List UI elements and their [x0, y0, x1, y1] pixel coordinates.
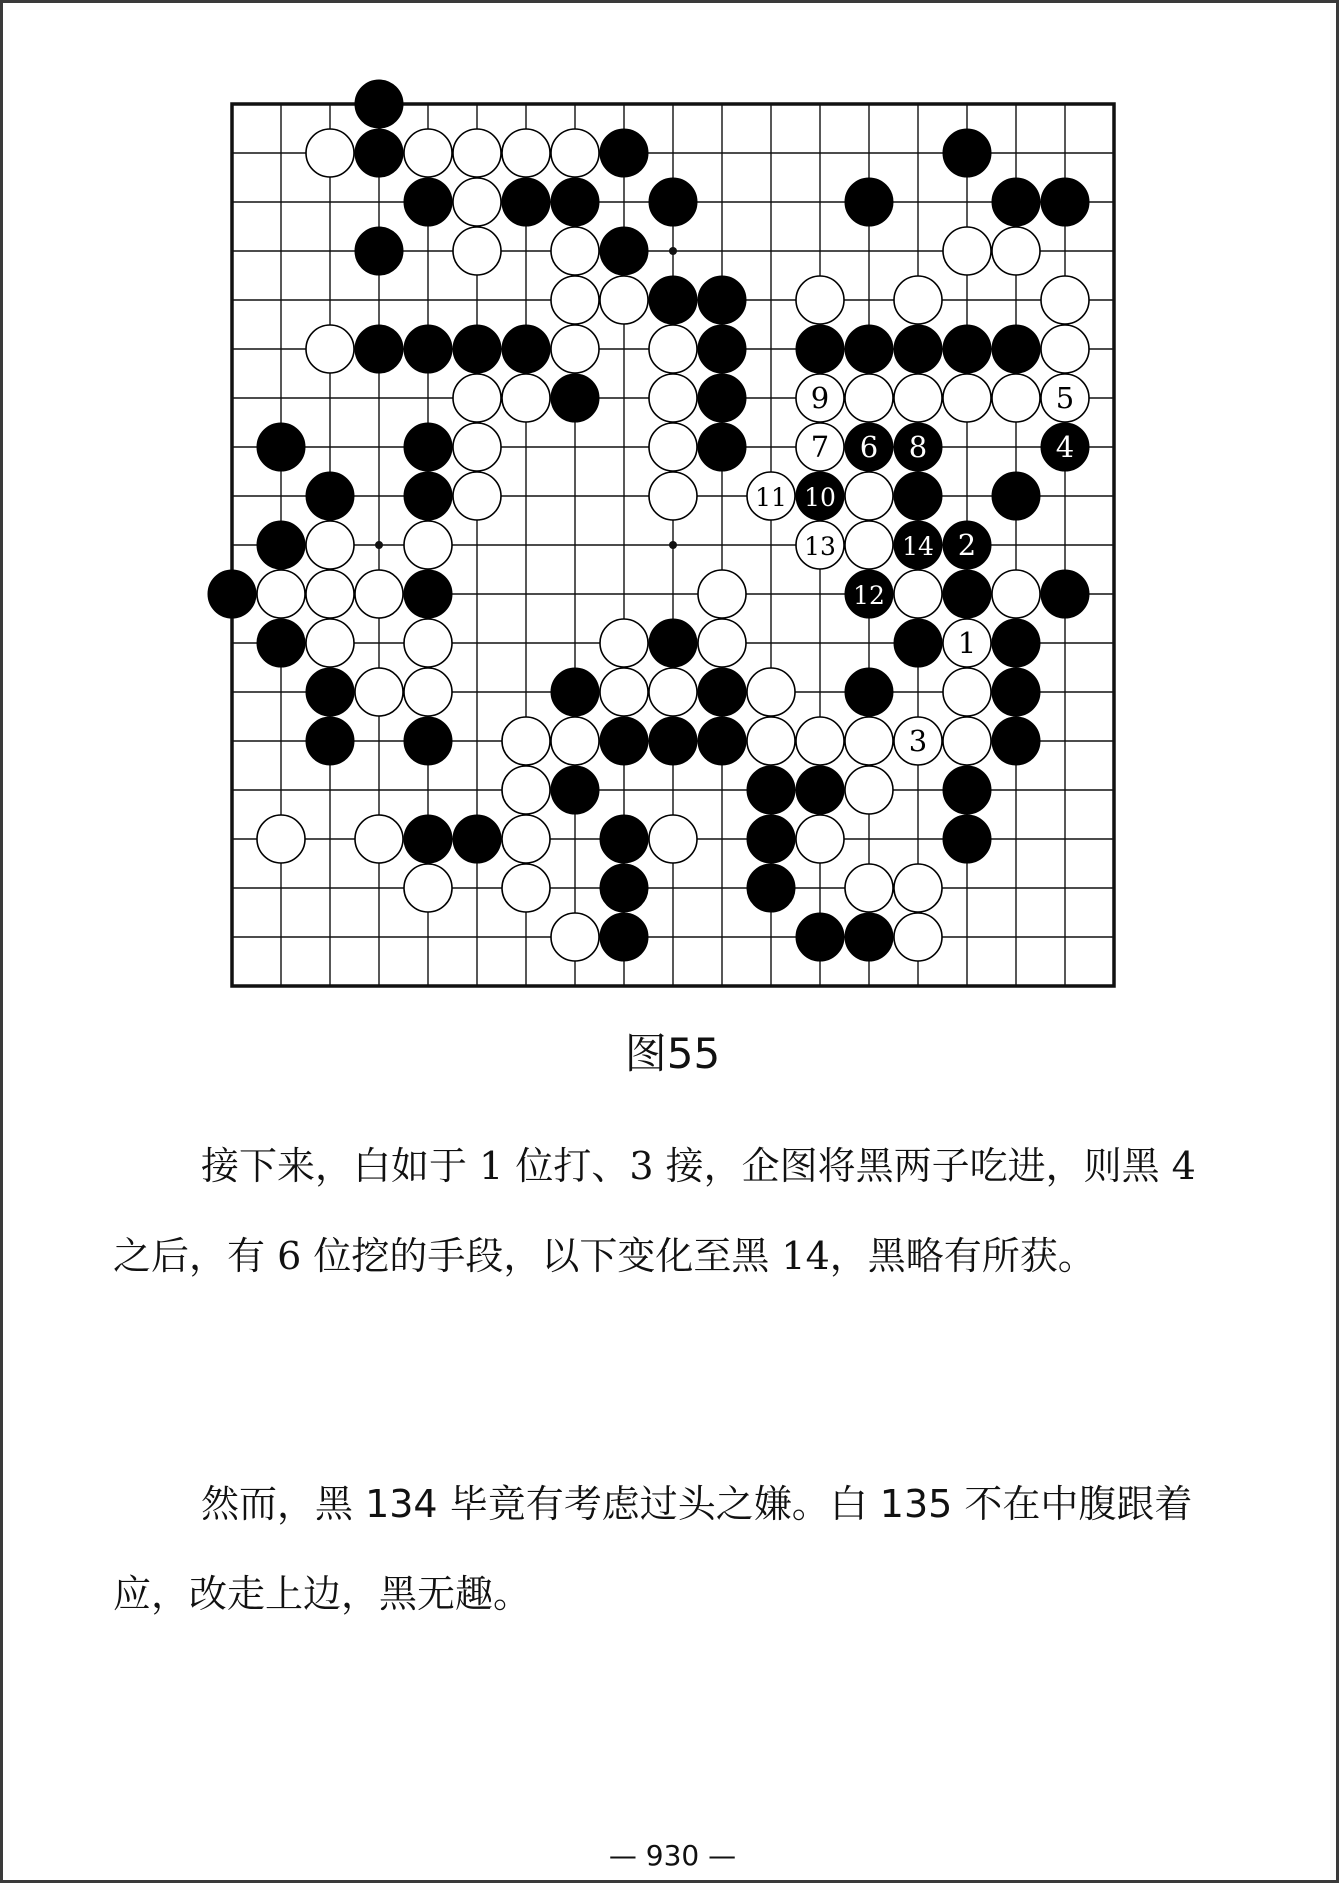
black-stone — [698, 374, 746, 422]
white-stone — [453, 423, 501, 471]
white-stone — [257, 815, 305, 863]
white-stone — [404, 521, 452, 569]
white-stone — [355, 668, 403, 716]
move-8-label: 8 — [908, 430, 928, 464]
black-stone — [796, 766, 844, 814]
white-stone — [551, 717, 599, 765]
white-stone — [649, 325, 697, 373]
move-4-label: 4 — [1055, 430, 1075, 464]
black-stone — [698, 717, 746, 765]
white-stone — [796, 717, 844, 765]
black-stone — [404, 717, 452, 765]
white-stone — [649, 423, 697, 471]
black-stone — [796, 913, 844, 961]
white-stone — [698, 570, 746, 618]
white-stone — [600, 276, 648, 324]
black-stone — [894, 472, 942, 520]
black-stone — [355, 325, 403, 373]
white-stone — [502, 815, 550, 863]
black-stone — [600, 227, 648, 275]
white-stone — [649, 668, 697, 716]
black-stone — [600, 815, 648, 863]
black-stone — [551, 374, 599, 422]
move-13-label: 13 — [804, 532, 836, 561]
move-2-label: 2 — [957, 528, 977, 562]
white-stone — [306, 619, 354, 667]
white-stone — [894, 276, 942, 324]
white-stone — [551, 129, 599, 177]
white-stone — [747, 668, 795, 716]
white-stone — [698, 619, 746, 667]
white-stone — [257, 570, 305, 618]
white-stone — [551, 913, 599, 961]
black-stone — [698, 423, 746, 471]
black-stone — [404, 423, 452, 471]
black-stone — [600, 717, 648, 765]
black-stone — [257, 521, 305, 569]
black-stone — [894, 325, 942, 373]
white-stone — [502, 766, 550, 814]
white-stone — [600, 619, 648, 667]
move-10-label: 10 — [804, 483, 836, 512]
page-number: — 930 — — [608, 1839, 737, 1872]
black-stone — [600, 913, 648, 961]
white-stone — [453, 178, 501, 226]
white-stone — [894, 570, 942, 618]
black-stone — [943, 815, 991, 863]
black-stone — [845, 178, 893, 226]
black-stone — [404, 815, 452, 863]
black-stone — [992, 472, 1040, 520]
white-stone — [306, 521, 354, 569]
black-stone — [404, 178, 452, 226]
white-stone — [845, 521, 893, 569]
white-stone — [551, 227, 599, 275]
black-stone — [894, 619, 942, 667]
white-stone — [845, 717, 893, 765]
white-stone — [649, 472, 697, 520]
white-stone — [992, 374, 1040, 422]
white-stone — [355, 815, 403, 863]
white-stone — [943, 717, 991, 765]
white-stone — [306, 325, 354, 373]
black-stone — [845, 668, 893, 716]
white-stone — [894, 864, 942, 912]
black-stone — [306, 717, 354, 765]
paragraph-1: 接下来，白如于 1 位打、3 接，企图将黑两子吃进，则黑 4 之后，有 6 位挖的手段，以下变化至黑 14，黑略有所获。 — [113, 1144, 1196, 1278]
move-14-label: 14 — [902, 532, 934, 561]
white-stone — [502, 129, 550, 177]
black-stone — [1041, 178, 1089, 226]
white-stone — [649, 815, 697, 863]
white-stone — [502, 374, 550, 422]
black-stone — [845, 325, 893, 373]
black-stone — [355, 80, 403, 128]
black-stone — [600, 129, 648, 177]
black-stone — [257, 619, 305, 667]
white-stone — [845, 472, 893, 520]
white-stone — [894, 374, 942, 422]
black-stone — [404, 570, 452, 618]
white-stone — [355, 570, 403, 618]
black-stone — [992, 717, 1040, 765]
black-stone — [502, 325, 550, 373]
black-stone — [992, 325, 1040, 373]
black-stone — [600, 864, 648, 912]
black-stone — [649, 619, 697, 667]
black-stone — [355, 227, 403, 275]
black-stone — [698, 325, 746, 373]
white-stone — [845, 374, 893, 422]
paragraph-2: 然而，黑 134 毕竟有考虑过头之嫌。白 135 不在中腹跟着应，改走上边，黑无趣。 — [113, 1482, 1193, 1616]
star-point — [669, 247, 677, 255]
white-stone — [453, 374, 501, 422]
black-stone — [551, 668, 599, 716]
star-point — [375, 541, 383, 549]
white-stone — [453, 227, 501, 275]
move-5-label: 5 — [1055, 381, 1075, 415]
black-stone — [404, 472, 452, 520]
move-3-label: 3 — [908, 724, 928, 758]
black-stone — [992, 619, 1040, 667]
black-stone — [747, 864, 795, 912]
black-stone — [747, 766, 795, 814]
black-stone — [306, 472, 354, 520]
move-12-label: 12 — [853, 581, 885, 610]
figure-caption: 图55 — [624, 1029, 721, 1078]
black-stone — [306, 668, 354, 716]
black-stone — [992, 178, 1040, 226]
black-stone — [698, 668, 746, 716]
black-stone — [943, 766, 991, 814]
white-stone — [551, 325, 599, 373]
black-stone — [747, 815, 795, 863]
white-stone — [404, 864, 452, 912]
white-stone — [551, 276, 599, 324]
white-stone — [992, 570, 1040, 618]
white-stone — [1041, 276, 1089, 324]
move-9-label: 9 — [810, 381, 830, 415]
black-stone — [551, 766, 599, 814]
white-stone — [796, 815, 844, 863]
black-stone — [502, 178, 550, 226]
black-stone — [208, 570, 256, 618]
black-stone — [404, 325, 452, 373]
black-stone — [943, 325, 991, 373]
white-stone — [502, 717, 550, 765]
white-stone — [894, 913, 942, 961]
black-stone — [796, 325, 844, 373]
black-stone — [992, 668, 1040, 716]
white-stone — [992, 227, 1040, 275]
white-stone — [404, 129, 452, 177]
black-stone — [698, 276, 746, 324]
white-stone — [845, 766, 893, 814]
white-stone — [747, 717, 795, 765]
black-stone — [355, 129, 403, 177]
black-stone — [649, 276, 697, 324]
white-stone — [943, 227, 991, 275]
move-1-label: 1 — [957, 626, 977, 660]
black-stone — [845, 913, 893, 961]
black-stone — [943, 570, 991, 618]
black-stone — [453, 325, 501, 373]
white-stone — [796, 276, 844, 324]
move-11-label: 11 — [755, 483, 787, 512]
white-stone — [845, 864, 893, 912]
go-board-diagram — [3, 3, 1339, 1013]
white-stone — [1041, 325, 1089, 373]
white-stone — [306, 129, 354, 177]
white-stone — [453, 129, 501, 177]
black-stone — [649, 717, 697, 765]
white-stone — [306, 570, 354, 618]
black-stone — [551, 178, 599, 226]
white-stone — [600, 668, 648, 716]
white-stone — [404, 668, 452, 716]
move-7-label: 7 — [810, 430, 830, 464]
black-stone — [453, 815, 501, 863]
black-stone — [943, 129, 991, 177]
white-stone — [502, 864, 550, 912]
black-stone — [257, 423, 305, 471]
white-stone — [943, 668, 991, 716]
white-stone — [404, 619, 452, 667]
white-stone — [453, 472, 501, 520]
white-stone — [943, 374, 991, 422]
move-6-label: 6 — [859, 430, 879, 464]
white-stone — [649, 374, 697, 422]
star-point — [669, 541, 677, 549]
black-stone — [649, 178, 697, 226]
black-stone — [1041, 570, 1089, 618]
